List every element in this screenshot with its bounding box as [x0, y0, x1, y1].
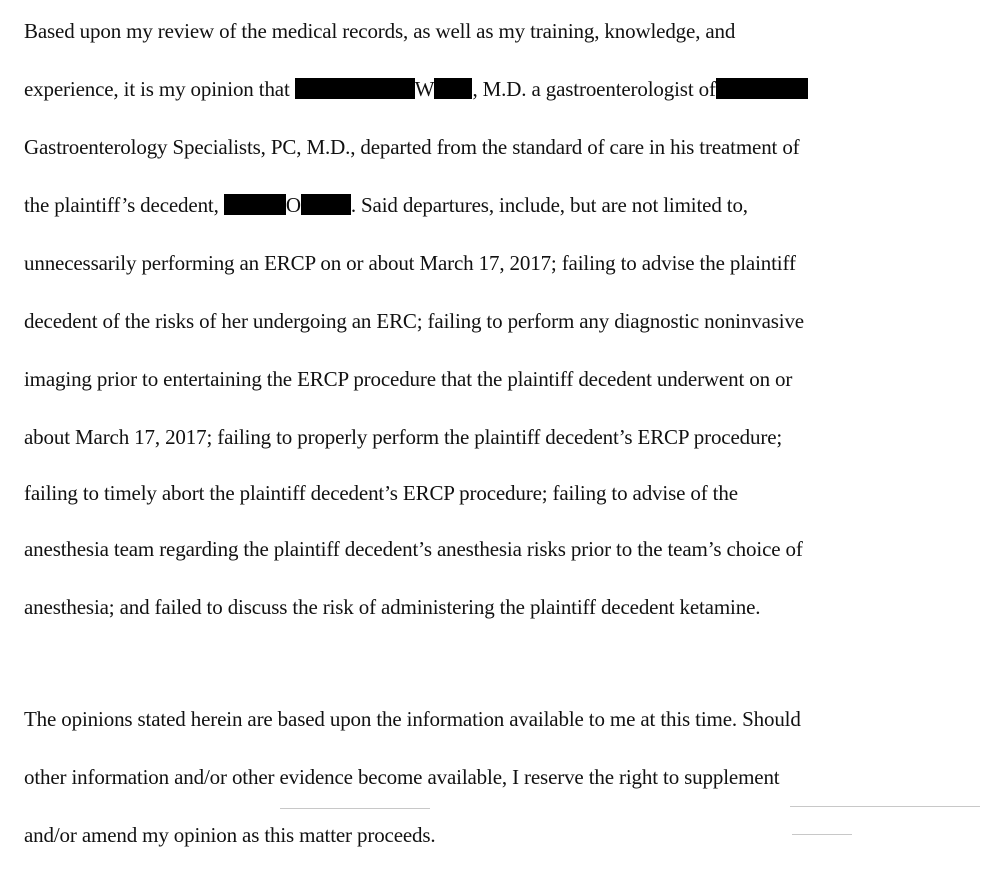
text-span: the plaintiff’s decedent, — [24, 193, 224, 217]
text-span: imaging prior to entertaining the ERCP procedure that the plaintiff decedent underwent on or — [24, 367, 793, 391]
paragraph-1-line-1 — [24, 18, 735, 44]
paragraph-1-line-6 — [24, 308, 804, 334]
text-span: anesthesia; and failed to discuss the risk of administering the plaintiff decedent ketamine. — [24, 595, 761, 619]
paragraph-1-line-4 — [24, 192, 748, 218]
text-span: decedent of the risks of her undergoing an ERC; failing to perform any diagnostic noninvasive — [24, 309, 804, 333]
text-span: . Said departures, include, but are not limited to, — [350, 193, 748, 217]
text-span: O — [285, 193, 301, 217]
redaction-bar — [295, 78, 415, 99]
text-span: unnecessarily performing an ERCP on or about March 17, 2017; failing to advise the plaintiff — [24, 251, 796, 275]
text-span: W — [414, 77, 435, 101]
paragraph-1-line-8 — [24, 424, 782, 450]
redaction-bar — [224, 194, 286, 215]
paragraph-1-line-9 — [24, 480, 738, 506]
text-span: failing to timely abort the plaintiff decedent’s ERCP procedure; failing to advise of the — [24, 481, 738, 505]
paragraph-2-line-1 — [24, 706, 801, 732]
redaction-bar — [434, 78, 472, 99]
paragraph-1-line-5 — [24, 250, 796, 276]
text-span: Based upon my review of the medical records, as well as my training, knowledge, and — [24, 19, 736, 43]
scan-artifact — [280, 808, 430, 809]
paragraph-1-line-2 — [24, 76, 808, 102]
redaction-bar — [716, 78, 808, 99]
text-span: anesthesia team regarding the plaintiff decedent’s anesthesia risks prior to the team’s choice of — [24, 537, 803, 561]
paragraph-1-line-7 — [24, 366, 792, 392]
text-span: The opinions stated herein are based upon the information available to me at this time. Should — [24, 707, 801, 731]
paragraph-1-line-10 — [24, 536, 803, 562]
paragraph-1-line-3 — [24, 134, 800, 160]
paragraph-2-line-3 — [24, 822, 436, 848]
text-span: Gastroenterology Specialists, PC, M.D., departed from the standard of care in his treatment of — [24, 135, 800, 159]
paragraph-2-line-2 — [24, 764, 779, 790]
scan-artifact — [792, 834, 852, 835]
text-span: other information and/or other evidence become available, I reserve the right to supplement — [24, 765, 780, 789]
scan-artifact — [790, 806, 980, 807]
text-span: about March 17, 2017; failing to properly perform the plaintiff decedent’s ERCP procedure; — [24, 425, 783, 449]
redaction-bar — [301, 194, 351, 215]
text-span: experience, it is my opinion that — [24, 77, 295, 101]
text-span: and/or amend my opinion as this matter proceeds. — [24, 823, 436, 847]
text-span: , M.D. a gastroenterologist of — [472, 77, 716, 101]
paragraph-1-line-11 — [24, 594, 760, 620]
